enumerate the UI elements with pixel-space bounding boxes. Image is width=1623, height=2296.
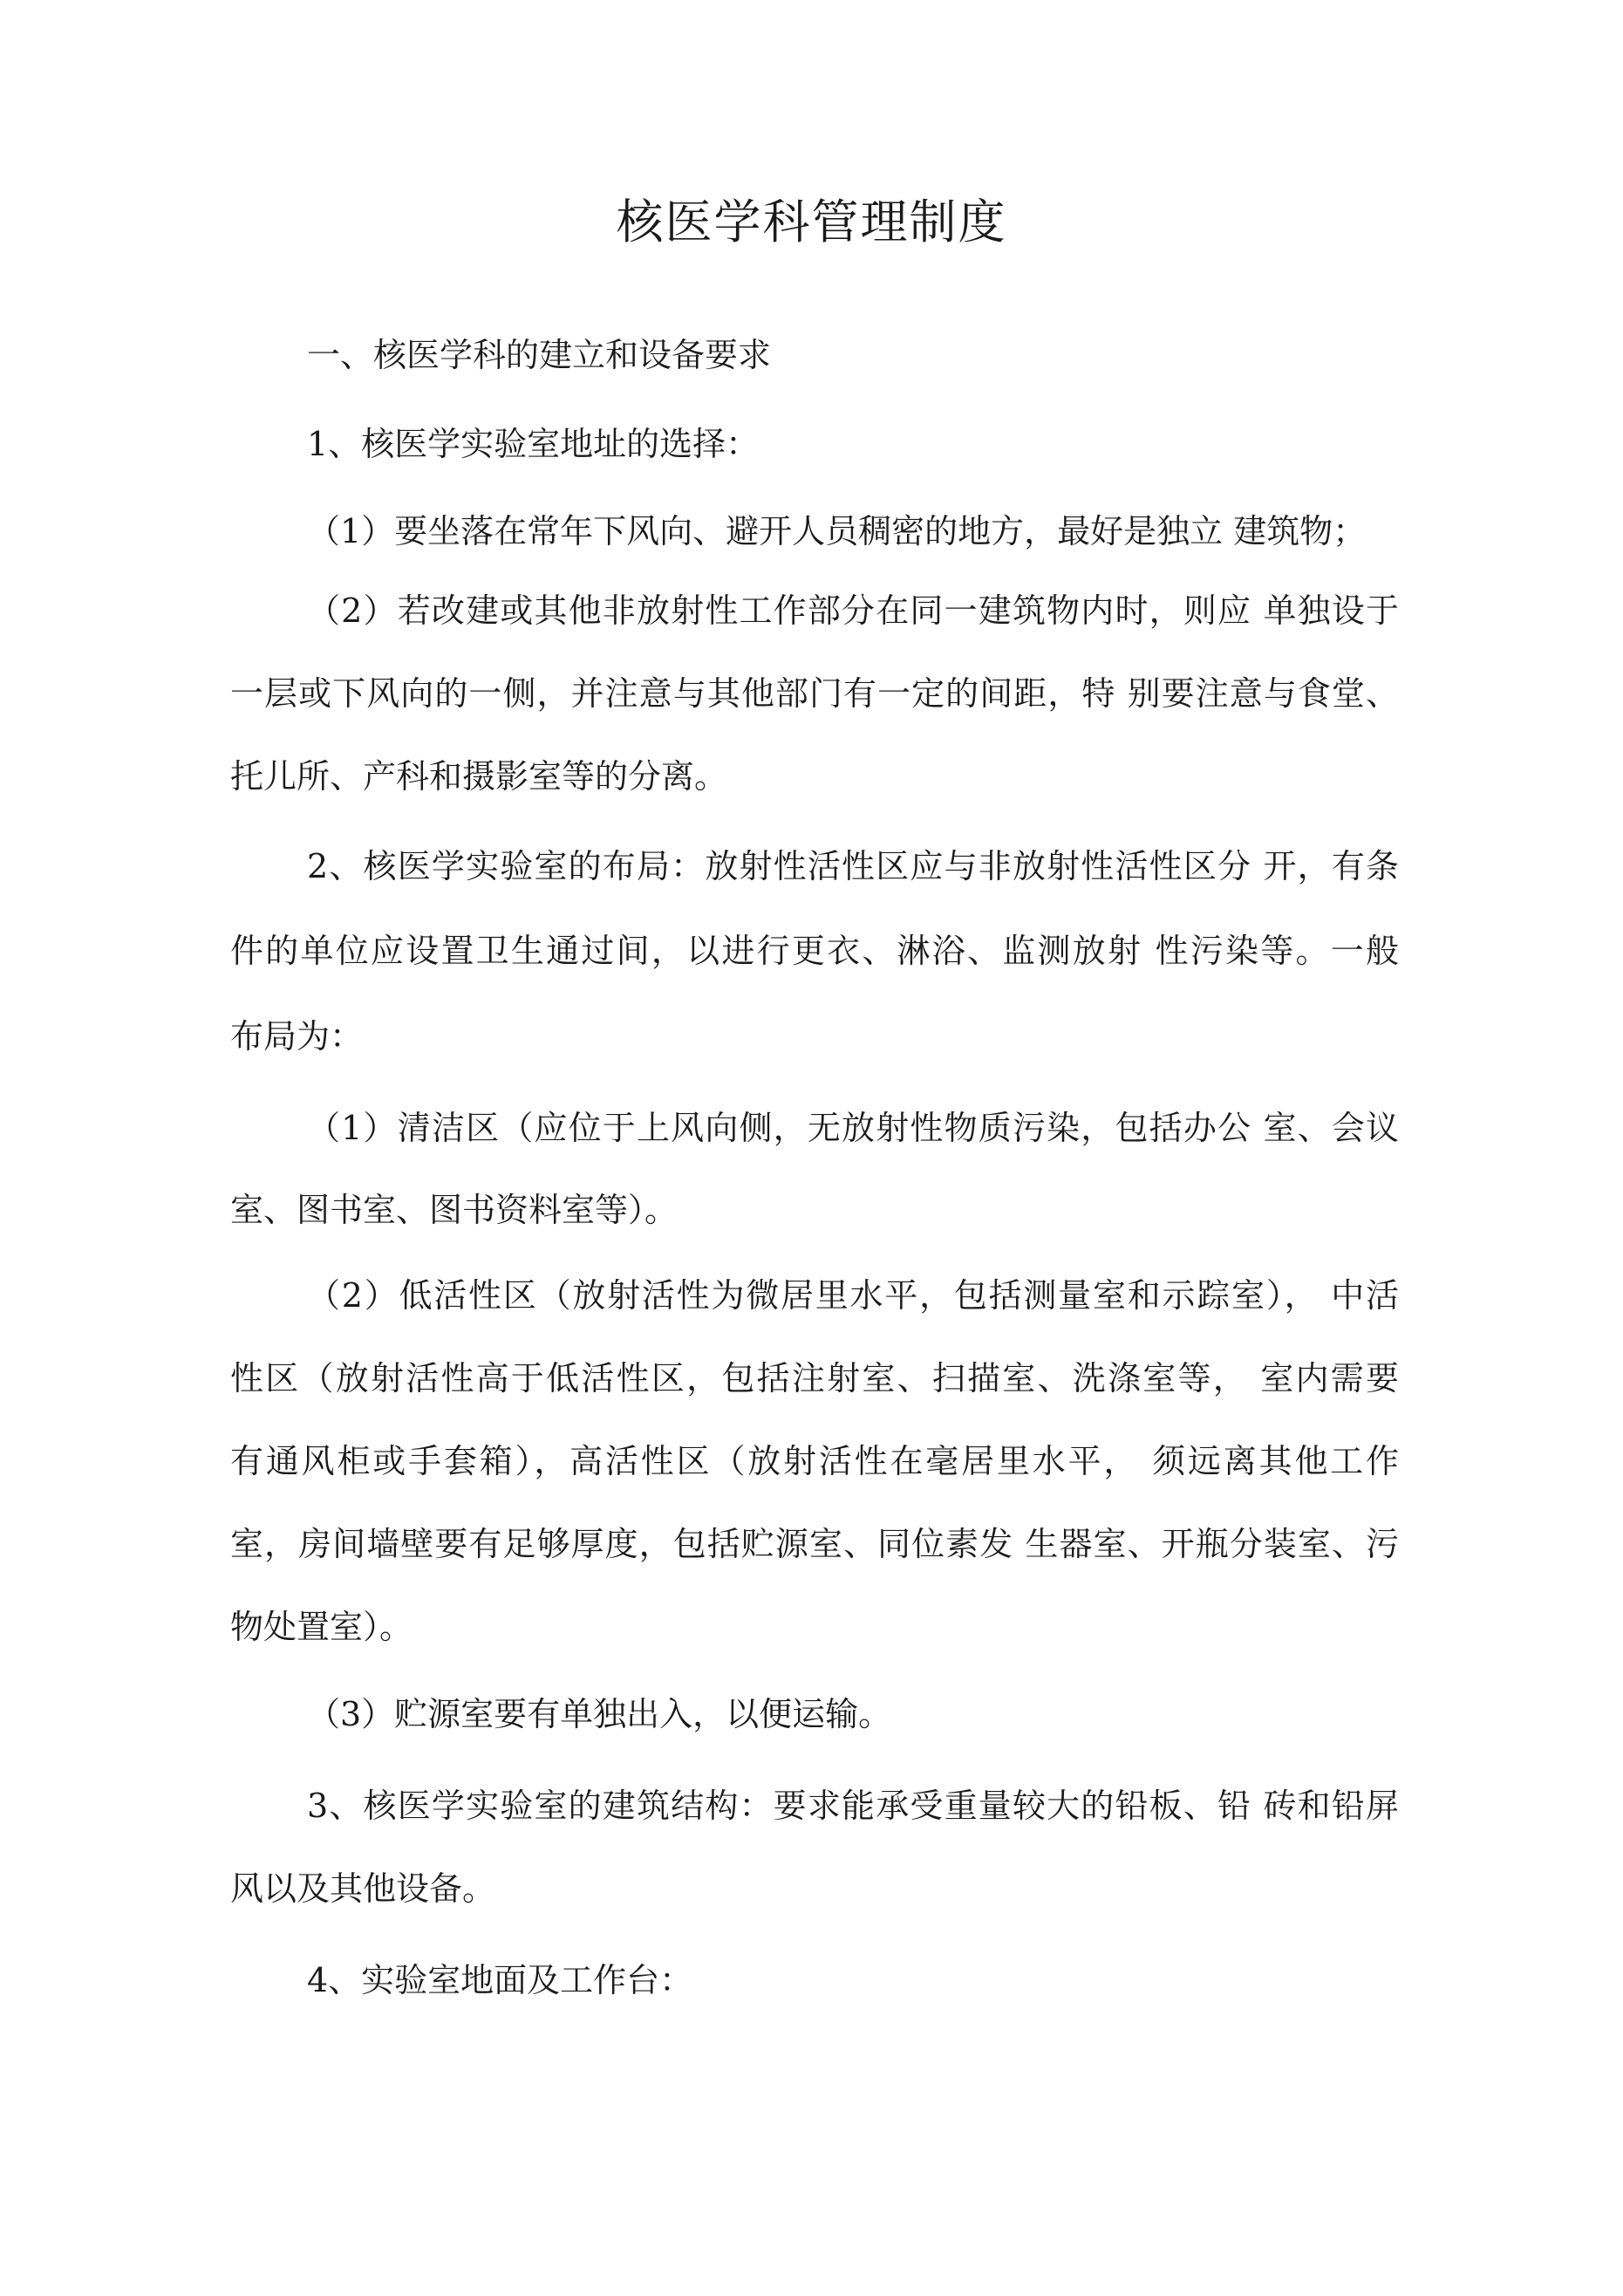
paragraph-line: 风以及其他设备。 [230,1869,496,1908]
subsection-heading-4: 4、实验室地面及工作台： [307,1961,693,1999]
paragraph-line: （3）贮源室要有单独出入，以便运输。 [307,1695,892,1733]
paragraph-line: 件的单位应设置卫生通过间，以进行更衣、淋浴、监测放射 性污染等。一般 [230,932,1399,970]
subsection-heading-1: 1、核医学实验室地址的选择： [307,425,760,463]
paragraph-line: 性区（放射活性高于低活性区，包括注射室、扫描室、洗涤室等， 室内需要 [230,1359,1399,1397]
paragraph-line: 物处置室）。 [230,1608,413,1646]
paragraph-line: （2）若改建或其他非放射性工作部分在同一建筑物内时，则应 单独设于 [307,591,1399,630]
paragraph-line: 2、核医学实验室的布局：放射性活性区应与非放射性活性区分 开，有条 [307,847,1399,885]
paragraph-line: 室，房间墙壁要有足够厚度，包括贮源室、同位素发 生器室、开瓶分装室、污 [230,1525,1399,1563]
paragraph-line: 托儿所、产科和摄影室等的分离。 [230,757,728,796]
paragraph-line: 布局为： [230,1017,364,1056]
paragraph-line: 有通风柜或手套箱），高活性区（放射活性在毫居里水平， 须远离其他工作 [230,1442,1399,1480]
paragraph-line: 室、图书室、图书资料室等）。 [230,1191,679,1229]
paragraph-line: （2）低活性区（放射活性为微居里水平，包括测量室和示踪室）， 中活 [307,1276,1399,1315]
paragraph-line: 3、核医学实验室的建筑结构：要求能承受重量较大的铅板、铅 砖和铅屏 [307,1787,1399,1825]
paragraph-line: 一层或下风向的一侧，并注意与其他部门有一定的间距，特 别要注意与食堂、 [230,674,1399,713]
paragraph-line: （1）要坐落在常年下风向、避开人员稠密的地方，最好是独立 建筑物； [307,512,1367,550]
document-title: 核医学科管理制度 [616,195,1007,249]
section-heading-1: 一、核医学科的建立和设备要求 [307,336,772,374]
paragraph-line: （1）清洁区（应位于上风向侧，无放射性物质污染，包括办公 室、会议 [307,1109,1399,1147]
